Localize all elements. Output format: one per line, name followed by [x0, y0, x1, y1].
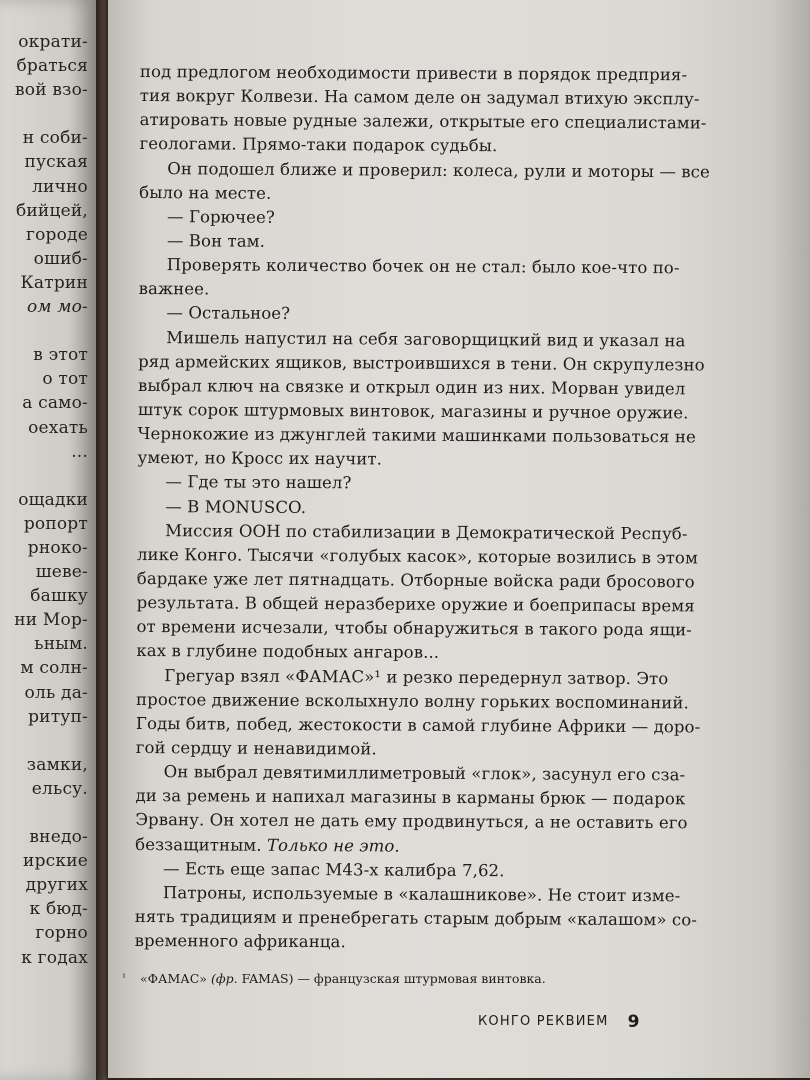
left-page-line: а само-: [22, 393, 88, 414]
text-line-content: ряд армейских ящиков, выстроившихся в тени. Он скрупулезно: [138, 351, 705, 375]
text-line: [137, 422, 696, 449]
left-page-line: лично: [32, 176, 88, 197]
text-line-content: ках в глубине подобных ангаров...: [136, 641, 440, 663]
text-line-content: Патроны, используемые в «калашникове». Не стоит изме-: [162, 882, 681, 906]
text-line-content: Проверять количество бочек он не стал: было кое-что по-: [166, 255, 680, 278]
text-line: [139, 132, 661, 159]
left-page-line: [0, 464, 88, 488]
text-line: [139, 205, 661, 232]
text-line: [139, 60, 688, 87]
left-page-line: бийцей,: [15, 200, 88, 221]
text-line: [136, 664, 669, 691]
left-page-line: [0, 801, 88, 825]
left-page-line: шеве-: [35, 562, 88, 583]
left-page-line: вой взо-: [15, 80, 88, 101]
left-page-line: Катрин: [20, 272, 88, 293]
text-line-content: важнее.: [138, 279, 210, 299]
text-line: [135, 857, 657, 884]
text-line: [136, 543, 698, 570]
text-line: [135, 832, 657, 859]
text-line: [139, 253, 680, 280]
left-page-line: ошиб-: [33, 248, 88, 269]
left-page-line: в этот: [33, 345, 88, 366]
text-line: [134, 905, 698, 932]
text-line: [138, 301, 660, 328]
text-line-content: беззащитным.: [135, 834, 262, 855]
text-line: [137, 495, 659, 522]
text-line: [135, 881, 681, 908]
text-line: [138, 326, 686, 353]
text-line: [137, 519, 688, 546]
text-line-content: лике Конго. Тысячи «голубых касок», которые возились в этом: [136, 544, 698, 568]
footnote: [122, 970, 682, 988]
left-page-line: н соби-: [22, 128, 88, 149]
text-line: [136, 736, 658, 763]
left-page-line: ирские: [23, 851, 88, 872]
italic-phrase: Только не это.: [266, 835, 400, 856]
text-line-content: — Остальное?: [166, 303, 291, 324]
text-line: [137, 374, 686, 401]
text-line-content: простое движение всколыхнуло волну горьких воспоминаний.: [136, 689, 689, 713]
text-line: [138, 350, 705, 377]
left-page-line: рноко-: [27, 537, 88, 558]
text-line: [135, 712, 701, 739]
main-text: [134, 60, 710, 956]
left-page-line: м солн-: [20, 658, 88, 679]
text-line-content: бардаке уже лет пятнадцать. Отборные войска ради бросового: [136, 568, 695, 592]
text-line-content: Миссия ООН по стабилизации в Демократической Респуб-: [165, 520, 688, 544]
text-line: [135, 929, 657, 956]
text-line-content: нять традициям и пренебрегать старым добрым «калашом» со-: [134, 906, 698, 930]
left-page-line: [0, 729, 88, 753]
text-line: [137, 470, 659, 497]
text-line: [137, 398, 689, 425]
left-page-line: [0, 102, 88, 126]
text-line-content: от времени исчезали, чтобы обнаружиться в такого рода ящи-: [136, 617, 692, 640]
left-page-line: [0, 319, 88, 343]
text-line-content: Чернокожие из джунглей такими машинками пользоваться не: [137, 424, 696, 447]
running-title: КОНГО РЕКВИЕМ: [478, 1014, 609, 1029]
left-page-line: ...: [71, 441, 88, 462]
left-page-line: ократи-: [18, 32, 88, 52]
text-line: [139, 108, 707, 135]
text-line-content: — Горючее?: [166, 207, 275, 227]
left-page-line: городе: [26, 224, 88, 245]
text-line-content: геологами. Прямо-таки подарок судьбы.: [139, 134, 498, 156]
text-line-content: — Где ты это нашел?: [165, 472, 352, 493]
left-page-line: ьным.: [34, 634, 88, 655]
text-line: [139, 84, 700, 111]
text-line-content: Он выбрал девятимиллиметровый «глок», засунул его сза-: [163, 762, 686, 785]
left-page-line: башку: [30, 586, 88, 607]
text-line-content: Мишель напустил на себя заговорщицкий вид и указал на: [166, 327, 686, 350]
page-footer: [478, 1011, 668, 1035]
text-line: [135, 784, 686, 811]
left-page-text: [0, 30, 88, 970]
text-line: [139, 157, 710, 184]
text-line: [136, 688, 689, 715]
left-page-line: ропорт: [23, 513, 88, 534]
page-number: 9: [627, 1011, 640, 1032]
text-line-content: Эрвану. Он хотел не дать ему продвинуться, а не оставить его: [135, 810, 688, 833]
text-line: [139, 181, 661, 208]
text-line-content: тия вокруг Колвези. На самом деле он задумал втихую эксплу-: [139, 86, 700, 109]
footnote-orig: FAMAS): [241, 971, 294, 986]
text-line-content: — Есть еще запас М43-х калибра 7,62.: [163, 858, 505, 880]
left-page-line: о тот: [42, 369, 88, 390]
text-line: [139, 229, 661, 256]
text-line-content: Он подошел ближе и проверил: колеса, рули и моторы — все: [167, 158, 710, 182]
left-page-line: к бюд-: [29, 899, 88, 920]
text-line-content: Грегуар взял «ФАМАС»¹ и резко передернул затвор. Это: [164, 665, 669, 688]
footnote-term: «ФАМАС»: [139, 971, 207, 986]
text-line-content: под предлогом необходимости привести в порядок предприя-: [139, 61, 688, 85]
text-line-content: атировать новые рудные залежи, открытые его специалистами-: [139, 110, 707, 133]
left-page-line: пуская: [24, 152, 88, 173]
text-line-content: было на месте.: [139, 182, 272, 203]
left-page-line: оехать: [28, 417, 88, 438]
left-page-line: ритуп-: [28, 706, 88, 727]
text-line: [136, 760, 686, 787]
text-line-content: — В MONUSCO.: [165, 496, 307, 517]
text-line: [135, 808, 688, 835]
left-page-line: ом мо-: [26, 297, 88, 318]
left-page-line: браться: [16, 56, 88, 77]
text-line: [136, 615, 692, 642]
text-line-content: умеют, но Кросс их научит.: [137, 448, 383, 469]
footnote-definition: — французская штурмовая винтовка.: [297, 971, 546, 986]
left-page-line: замки,: [26, 754, 88, 775]
left-page-line: других: [25, 875, 88, 896]
text-line-content: Годы битв, побед, жестокости в самой глубине Африки — доро-: [135, 713, 701, 737]
text-line-content: временного африканца.: [134, 931, 346, 952]
text-line-content: гой сердцу и ненавидимой.: [135, 737, 377, 759]
text-line: [136, 639, 658, 666]
left-page: [0, 0, 96, 1080]
left-page-line: горно: [35, 923, 88, 944]
text-line-content: — Вон там.: [166, 231, 266, 251]
left-page-line: оль да-: [24, 682, 88, 703]
footnote-lang: (фр.: [210, 971, 238, 986]
left-page-line: внедо-: [29, 827, 88, 848]
text-line-content: результата. В общей неразберихе оружие и боеприпасы время: [136, 593, 695, 616]
text-line: [137, 446, 659, 473]
left-page-line: ни Мор-: [14, 610, 88, 631]
left-page-line: ельсу.: [31, 778, 88, 799]
text-line: [136, 591, 695, 618]
left-page-line: ощадки: [18, 489, 88, 510]
text-line-content: выбрал ключ на связке и открыл один из них. Морван увидел: [137, 375, 686, 399]
text-line: [139, 277, 661, 304]
text-line-content: штук сорок штурмовых винтовок, магазины и ручное оружие.: [137, 399, 689, 423]
left-page-line: к годах: [21, 947, 88, 968]
footnote-mark: ¹: [122, 973, 127, 984]
text-line-content: ди за ремень и напихал магазины в карманы брюк — подарок: [135, 786, 686, 809]
text-line: [136, 567, 695, 594]
